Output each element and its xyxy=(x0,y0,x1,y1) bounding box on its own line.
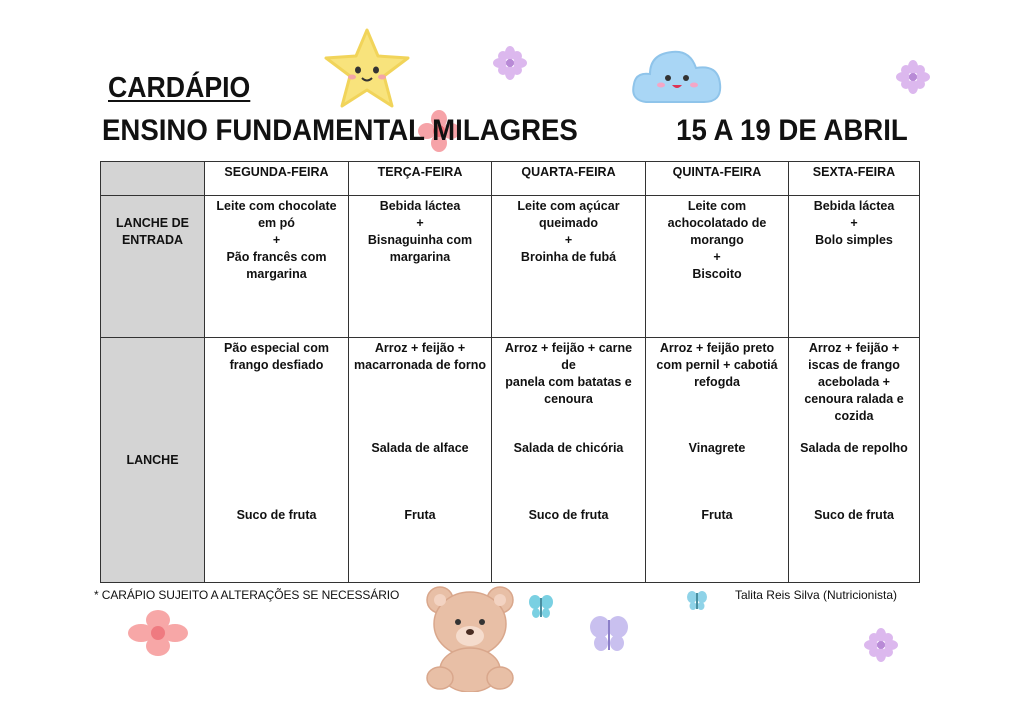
menu-item-text: Leite com açúcar xyxy=(517,199,620,213)
menu-item-text: cenoura xyxy=(544,392,593,406)
footnote: * CARÁPIO SUJEITO A ALTERAÇÕES SE NECESSÁRIO xyxy=(94,588,400,602)
main-text xyxy=(353,340,487,440)
row-label-entrada: LANCHE DE ENTRADA xyxy=(101,196,205,338)
header-row xyxy=(101,162,920,196)
menu-item-text: + xyxy=(272,233,281,247)
star-sticker-icon xyxy=(322,26,412,112)
menu-item-text: panela com batatas e xyxy=(505,375,632,389)
page-title: CARDÁPIO xyxy=(108,72,251,104)
purple-flower-icon xyxy=(896,60,930,94)
menu-item-text: + xyxy=(713,250,721,264)
menu-item-text: Bolo simples xyxy=(815,233,893,247)
lanche-cell-quinta xyxy=(646,338,789,583)
menu-item-text: Bebida láctea xyxy=(813,199,895,213)
menu-item-text: margarina xyxy=(246,267,307,281)
menu-item-text: Leite com chocolate xyxy=(216,199,337,213)
menu-item-text: Bebida láctea xyxy=(379,199,461,213)
menu-item-text: + xyxy=(850,216,858,230)
nutritionist-signature: Talita Reis Silva (Nutricionista) xyxy=(734,588,897,602)
purple-flower-icon xyxy=(864,628,898,662)
day-header: SEGUNDA-FEIRA xyxy=(205,162,349,196)
lanche-cell-terca xyxy=(349,338,492,583)
salad-text xyxy=(209,440,344,507)
drink-text: Suco de fruta xyxy=(528,508,609,522)
main-text xyxy=(209,340,344,440)
menu-item-text: cenoura ralada e xyxy=(804,392,904,406)
drink-text: Suco de fruta xyxy=(814,508,894,522)
menu-item-text: Bisnaguinha com xyxy=(367,233,473,247)
table-row xyxy=(101,196,920,338)
purple-butterfly-icon xyxy=(588,614,630,654)
blue-butterfly-icon xyxy=(686,590,708,612)
entrada-cell-segunda xyxy=(205,196,349,338)
blue-butterfly-icon xyxy=(528,594,554,620)
school-name: ENSINO FUNDAMENTAL MILAGRES xyxy=(102,114,578,147)
purple-flower-icon xyxy=(493,46,527,80)
main-text xyxy=(793,340,915,440)
salad-text: Vinagrete xyxy=(688,441,746,455)
menu-table xyxy=(100,161,920,583)
day-header: SEXTA-FEIRA xyxy=(789,162,920,196)
menu-item-text: + xyxy=(416,216,424,230)
menu-item-text: Biscoito xyxy=(692,267,742,281)
menu-item-text: acebolada + xyxy=(818,375,890,389)
entrada-cell-sexta xyxy=(789,196,920,338)
menu-item-text: com pernil + cabotiá xyxy=(656,358,778,372)
menu-item-text: + xyxy=(564,233,573,247)
salad-text: Salada de repolho xyxy=(800,441,908,455)
menu-item-text: Pão especial com xyxy=(224,341,329,355)
salad-text: Salada de alface xyxy=(371,441,469,455)
lanche-cell-segunda xyxy=(205,338,349,583)
row-label-lanche: LANCHE xyxy=(101,338,205,583)
menu-item-text: Arroz + feijão + carne de xyxy=(504,341,633,372)
entrada-cell-quinta xyxy=(646,196,789,338)
menu-item-text: Arroz + feijão preto xyxy=(659,341,775,355)
menu-item-text: em pó xyxy=(258,216,295,230)
menu-item-text: Arroz + feijão + xyxy=(374,341,466,355)
salad-text: Salada de chicória xyxy=(513,441,624,455)
day-header: QUARTA-FEIRA xyxy=(492,162,646,196)
day-header: QUINTA-FEIRA xyxy=(646,162,789,196)
drink-text: Fruta xyxy=(404,508,436,522)
menu-item-text: morango xyxy=(690,233,744,247)
menu-item-text: achocolatado de xyxy=(667,216,767,230)
main-text xyxy=(650,340,784,440)
drink-text: Fruta xyxy=(701,508,733,522)
menu-item-text: iscas de frango xyxy=(808,358,900,372)
corner-cell xyxy=(101,162,205,196)
menu-item-text: Arroz + feijão + xyxy=(808,341,900,355)
day-header: TERÇA-FEIRA xyxy=(349,162,492,196)
date-range: 15 A 19 DE ABRIL xyxy=(676,114,908,147)
menu-item-text: queimado xyxy=(538,216,599,230)
cloud-sticker-icon xyxy=(628,40,726,112)
menu-item-text: Broinha de fubá xyxy=(520,250,617,264)
lanche-cell-quarta xyxy=(492,338,646,583)
menu-item-text: Leite com xyxy=(687,199,747,213)
menu-item-text: macarronada de forno xyxy=(354,358,486,372)
menu-item-text: Pão francês com xyxy=(226,250,327,264)
table-row xyxy=(101,338,920,583)
entrada-cell-terca xyxy=(349,196,492,338)
menu-item-text: margarina xyxy=(389,250,451,264)
drink-text: Suco de fruta xyxy=(236,508,317,522)
lanche-cell-sexta xyxy=(789,338,920,583)
entrada-cell-quarta xyxy=(492,196,646,338)
menu-item-text: refogda xyxy=(694,375,740,389)
red-flower-icon xyxy=(128,610,188,656)
menu-item-text: frango desfiado xyxy=(229,358,324,372)
teddy-bear-icon xyxy=(422,582,518,692)
main-text xyxy=(496,340,641,440)
menu-item-text: cozida xyxy=(834,409,874,423)
